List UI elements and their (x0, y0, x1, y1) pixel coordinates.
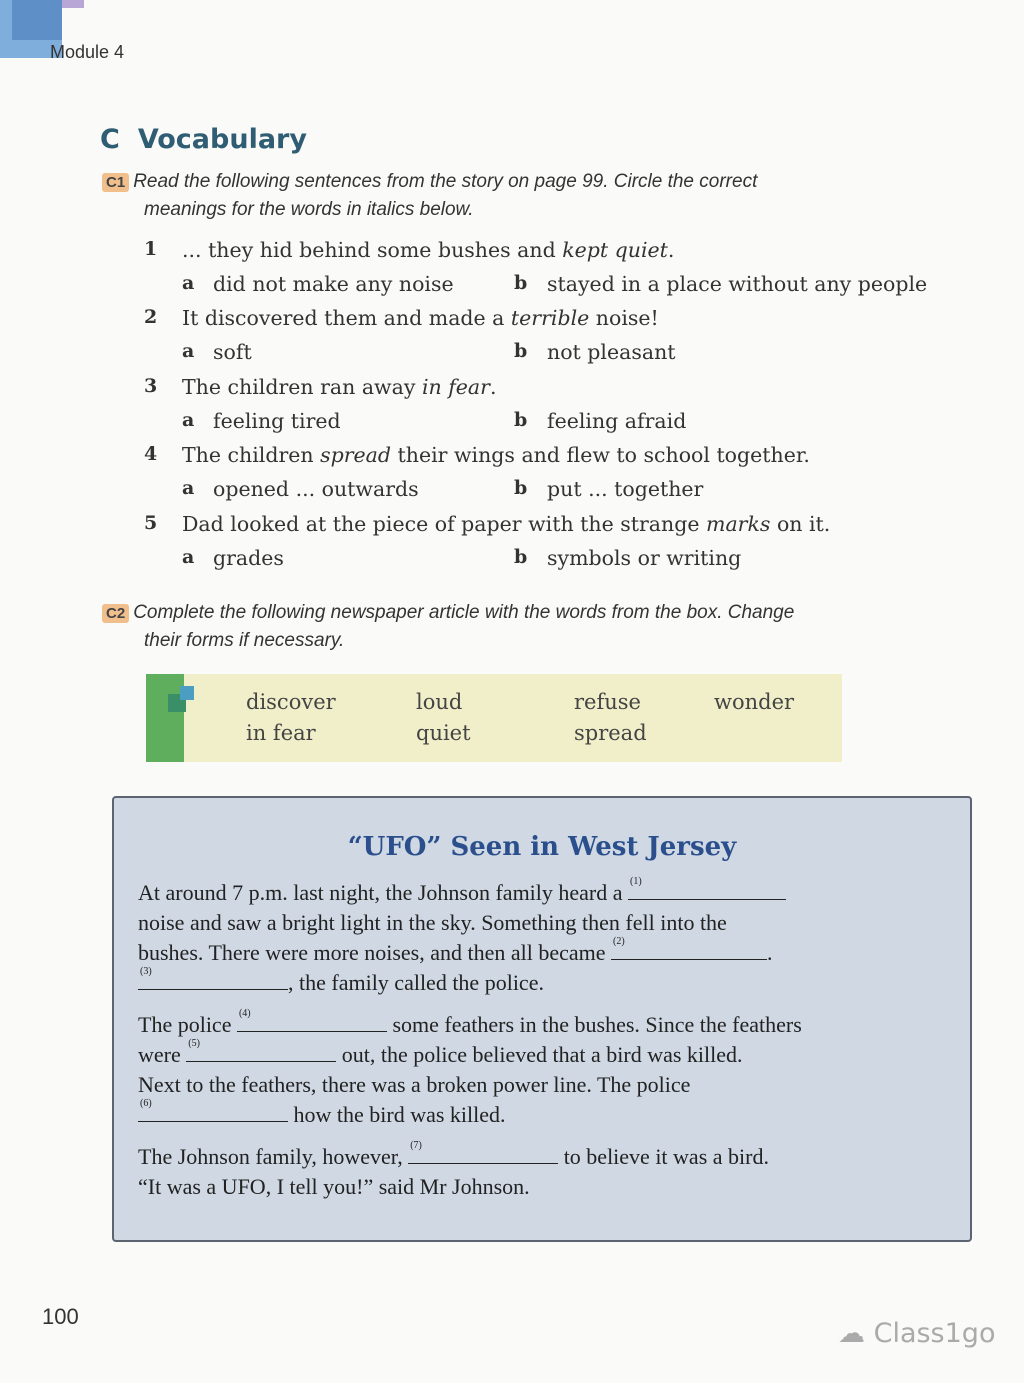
option-b-text[interactable]: stayed in a place without any people (547, 272, 928, 296)
italic-word: in fear (421, 375, 490, 399)
option-b-letter[interactable]: b (514, 477, 528, 499)
question-text: Dad looked at the piece of paper with the strange marks on it. (182, 512, 831, 536)
word-option: quiet (416, 721, 471, 745)
article-line: noise and saw a bright light in the sky. Something then fell into the (138, 910, 727, 935)
article-title: “UFO” Seen in West Jersey (347, 832, 737, 862)
article-line: The police (4) some feathers in the bushes. Since the feathers (138, 1008, 802, 1037)
c2-badge: C2 (102, 604, 129, 623)
italic-word: spread (320, 443, 392, 467)
word-box-accent-bar (146, 674, 184, 762)
italic-word: kept quiet (562, 238, 668, 262)
blank-1[interactable]: (1) (628, 880, 786, 900)
c1-instruction (102, 168, 942, 224)
article-line: (3) , the family called the police. (140, 966, 544, 995)
question-number: 2 (144, 306, 158, 328)
word-option: refuse (574, 690, 641, 714)
c2-instruction-line2: their forms if necessary. (144, 630, 345, 651)
option-a-letter[interactable]: a (182, 546, 195, 568)
word-option: wonder (714, 690, 795, 714)
blank-3[interactable]: (3) (138, 970, 288, 990)
option-a-text[interactable]: did not make any noise (213, 272, 454, 296)
option-a-letter[interactable]: a (182, 340, 195, 362)
question-text: It discovered them and made a terrible noise! (182, 306, 659, 330)
option-a-text[interactable]: feeling tired (213, 409, 341, 433)
option-a-letter[interactable]: a (182, 409, 195, 431)
section-letter: C (100, 124, 120, 155)
c1-badge: C1 (102, 173, 129, 192)
option-a-text[interactable]: grades (213, 546, 284, 570)
question-number: 1 (144, 238, 158, 260)
option-a-letter[interactable]: a (182, 477, 195, 499)
question-number: 3 (144, 375, 158, 397)
article-line: At around 7 p.m. last night, the Johnson family heard a (1) (138, 880, 786, 906)
option-a-text[interactable]: opened ... outwards (213, 477, 419, 501)
section-name: Vocabulary (137, 124, 307, 155)
option-a-letter[interactable]: a (182, 272, 195, 294)
c2-instruction (102, 599, 942, 655)
word-option: in fear (246, 721, 316, 745)
question-number: 5 (144, 512, 158, 534)
page-number: 100 (42, 1304, 79, 1329)
option-b-text[interactable]: feeling afraid (547, 409, 687, 433)
module-label: Module 4 (50, 42, 125, 62)
newspaper-article (112, 796, 972, 1242)
question-text: ... they hid behind some bushes and kept quiet. (182, 238, 675, 262)
c1-instruction-line2: meanings for the words in italics below. (144, 199, 474, 220)
watermark: ☁ Class1go (838, 1318, 996, 1349)
article-line: bushes. There were more noises, and then all became (2) . (138, 936, 773, 965)
option-b-letter[interactable]: b (514, 340, 528, 362)
article-line: “It was a UFO, I tell you!” said Mr Johnson. (138, 1174, 530, 1199)
word-option: discover (246, 690, 336, 714)
option-b-letter[interactable]: b (514, 546, 528, 568)
chat-bubble-icon: ☁ (838, 1318, 874, 1349)
article-line: The Johnson family, however, (7) to believe it was a bird. (138, 1140, 769, 1169)
blank-4[interactable]: (4) (237, 1012, 387, 1032)
word-option: spread (574, 721, 647, 745)
corner-tab-stripe (62, 0, 84, 8)
option-b-text[interactable]: not pleasant (547, 340, 676, 364)
italic-word: marks (706, 512, 771, 536)
blank-7[interactable]: (7) (408, 1144, 558, 1164)
word-option: loud (416, 690, 463, 714)
c2-instruction-line1: Complete the following newspaper article with the words from the box. Change (133, 602, 795, 623)
question-text: The children ran away in fear. (182, 375, 497, 399)
article-line: (6) how the bird was killed. (140, 1098, 506, 1127)
blank-5[interactable]: (5) (186, 1042, 336, 1062)
article-line: were (5) out, the police believed that a bird was killed. (138, 1038, 743, 1067)
blank-6[interactable]: (6) (138, 1102, 288, 1122)
option-b-letter[interactable]: b (514, 272, 528, 294)
option-a-text[interactable]: soft (213, 340, 252, 364)
corner-tab-accent (12, 0, 62, 40)
c1-instruction-line1: Read the following sentences from the story on page 99. Circle the correct (133, 171, 758, 192)
blank-2[interactable]: (2) (611, 940, 767, 960)
question-text: The children spread their wings and flew to school together. (182, 443, 810, 467)
option-b-text[interactable]: put ... together (547, 477, 704, 501)
option-b-letter[interactable]: b (514, 409, 528, 431)
article-line: Next to the feathers, there was a broken power line. The police (138, 1072, 691, 1097)
word-box (146, 674, 842, 762)
question-number: 4 (144, 443, 158, 465)
word-box-square-icon (180, 686, 194, 700)
section-title (100, 124, 307, 155)
italic-word: terrible (510, 306, 590, 330)
option-b-text[interactable]: symbols or writing (547, 546, 742, 570)
